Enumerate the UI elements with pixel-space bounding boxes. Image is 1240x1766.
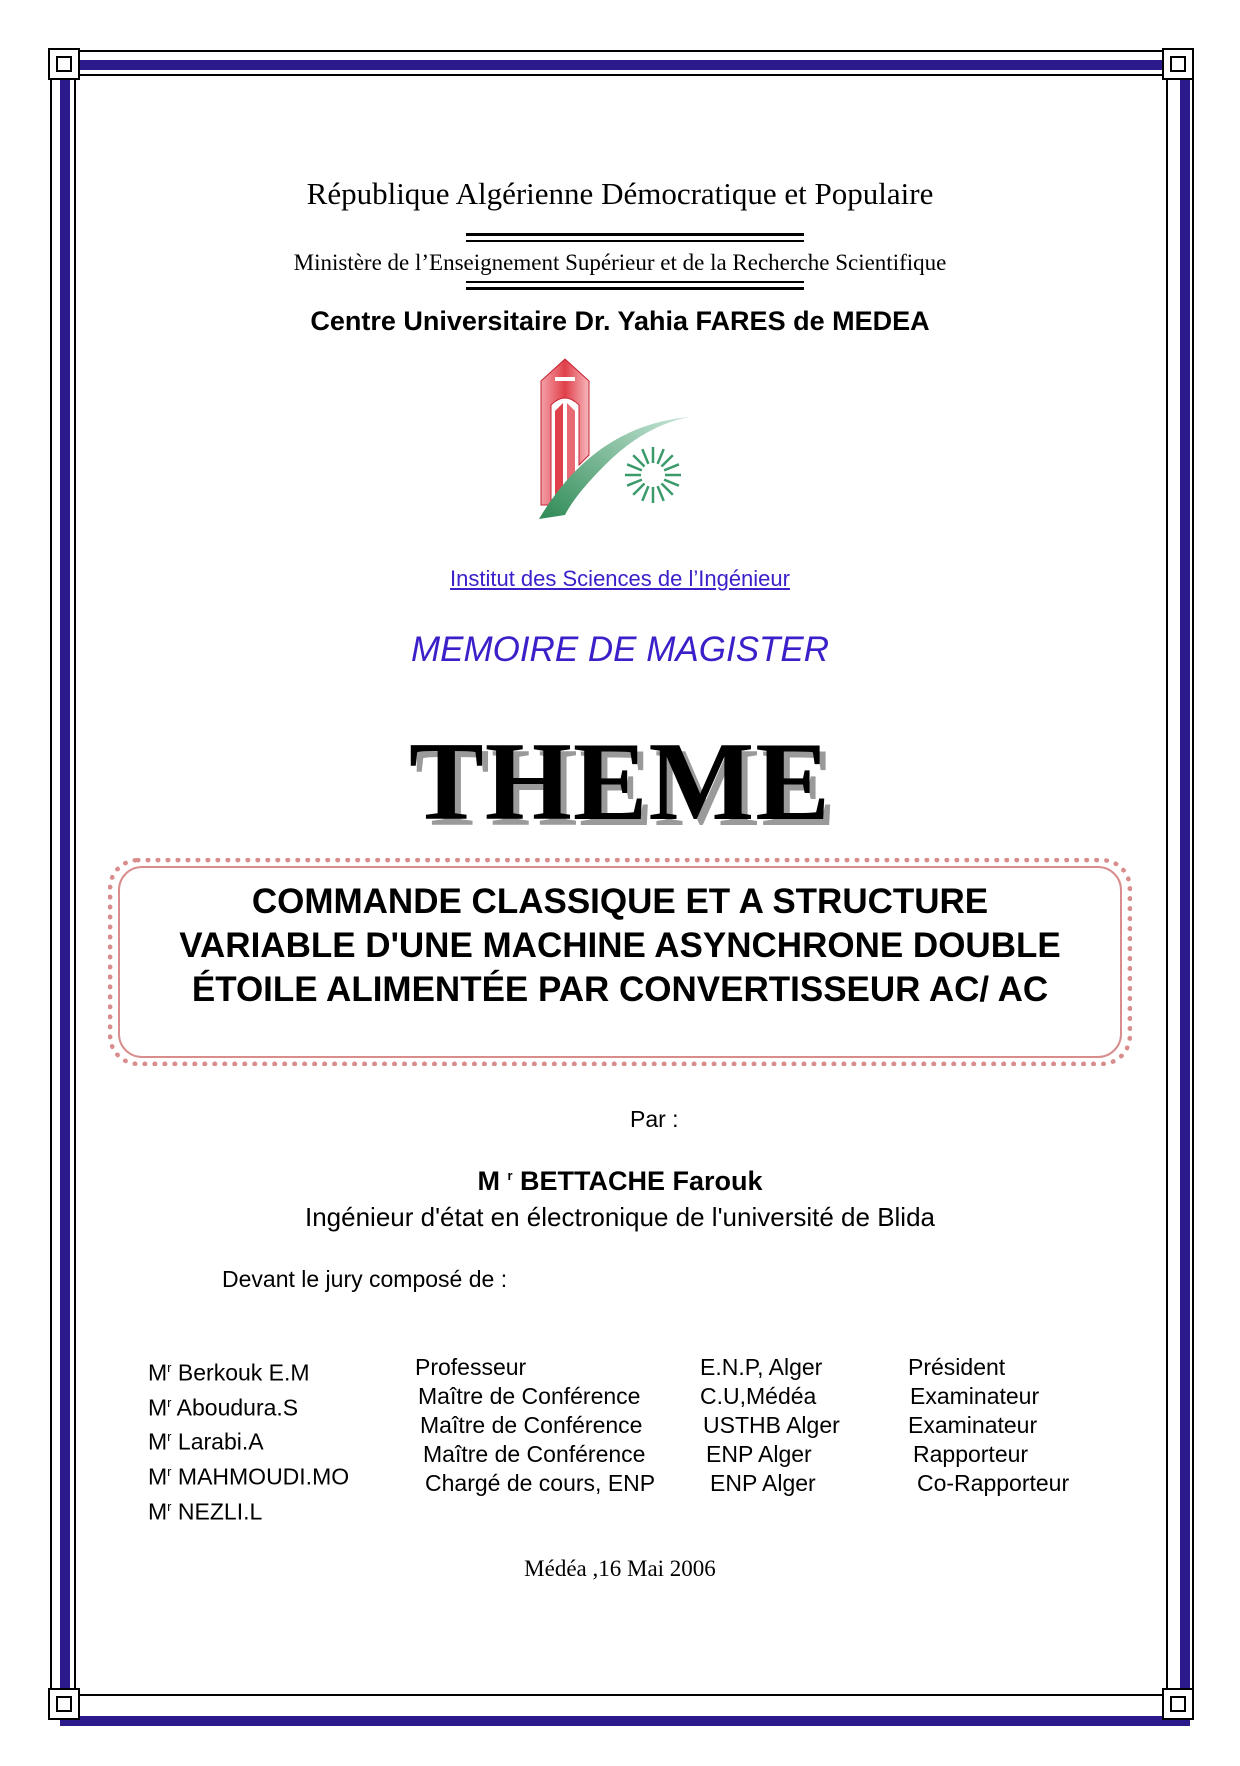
author-prefix: M [477, 1166, 500, 1196]
memoir-type: MEMOIRE DE MAGISTER [410, 630, 830, 669]
corner-ornament-bottom-right [1162, 1688, 1194, 1720]
author-description: Ingénieur d'état en électronique de l'université de Blida [304, 1202, 936, 1232]
jury-member-name: $M^r$ Berkouk E.M [148, 1359, 310, 1386]
jury-member-institution: ENP Alger [710, 1470, 816, 1496]
header-rule-bottom [466, 287, 804, 290]
jury-member-grade: Maître de Conférence [420, 1412, 643, 1438]
thesis-title-line: VARIABLE D'UNE MACHINE ASYNCHRONE DOUBLE [179, 926, 1061, 965]
thesis-title [0, 880, 1240, 1012]
institute-link[interactable]: Institut des Sciences de l’Ingénieur [450, 566, 790, 591]
jury-member-role: Président [908, 1354, 1006, 1380]
jury-member-name: $M^r$ NEZLI.L [148, 1498, 263, 1525]
jury-member-role: Examinateur [910, 1383, 1040, 1409]
jury-member-role: Co-Rapporteur [917, 1470, 1070, 1496]
jury-names-column [148, 1353, 349, 1526]
institute-link-wrap [0, 566, 1240, 592]
thesis-title-line: COMMANDE CLASSIQUE ET A STRUCTURE [251, 882, 989, 921]
jury-member-grade: Professeur [415, 1354, 527, 1380]
jury-intro: Devant le jury composé de : [222, 1266, 508, 1292]
jury-member-name: $M^r$ Aboudura.S [148, 1394, 299, 1421]
jury-member-role: Rapporteur [913, 1441, 1029, 1467]
author-prefix-sup: r [507, 1168, 513, 1183]
date-line: Médéa ,16 Mai 2006 [524, 1556, 716, 1581]
jury-member-name: $M^r$ MAHMOUDI.MO [148, 1463, 350, 1490]
jury-member-institution: E.N.P, Alger [700, 1354, 823, 1380]
jury-grades-column [415, 1353, 655, 1498]
header-rule-top-thin [466, 240, 804, 242]
jury-member-role: Examinateur [908, 1412, 1038, 1438]
corner-ornament-top-left [48, 48, 80, 80]
jury-member-grade: Maître de Conférence [423, 1441, 646, 1467]
author-name-line [0, 1166, 1240, 1197]
jury-institutions-column [700, 1353, 840, 1498]
corner-ornament-top-right [1162, 48, 1194, 80]
university-name: Centre Universitaire Dr. Yahia FARES de MEDEA [310, 306, 930, 336]
header-rule-bottom-thin [466, 281, 804, 283]
jury-member-institution: ENP Alger [706, 1441, 812, 1467]
corner-ornament-bottom-left [48, 1688, 80, 1720]
jury-roles-column [908, 1353, 1069, 1498]
theme-heading: THEME [409, 720, 831, 844]
jury-member-name: $M^r$ Larabi.A [148, 1428, 264, 1455]
ministry-line: Ministère de l’Enseignement Supérieur et de la Recherche Scientifique [293, 250, 947, 275]
jury-member-grade: Maître de Conférence [418, 1383, 641, 1409]
by-label: Par : [630, 1106, 679, 1132]
header-rule-top [466, 233, 804, 236]
author-name: BETTACHE Farouk [520, 1166, 763, 1196]
jury-member-grade: Chargé de cours, ENP [425, 1470, 656, 1496]
republic-line: République Algérienne Démocratique et Populaire [306, 176, 934, 211]
jury-member-institution: C.U,Médéa [700, 1383, 817, 1409]
jury-member-institution: USTHB Alger [703, 1412, 840, 1438]
thesis-title-line: ÉTOILE ALIMENTÉE PAR CONVERTISSEUR AC/ AC [191, 970, 1049, 1009]
university-logo [535, 355, 705, 525]
